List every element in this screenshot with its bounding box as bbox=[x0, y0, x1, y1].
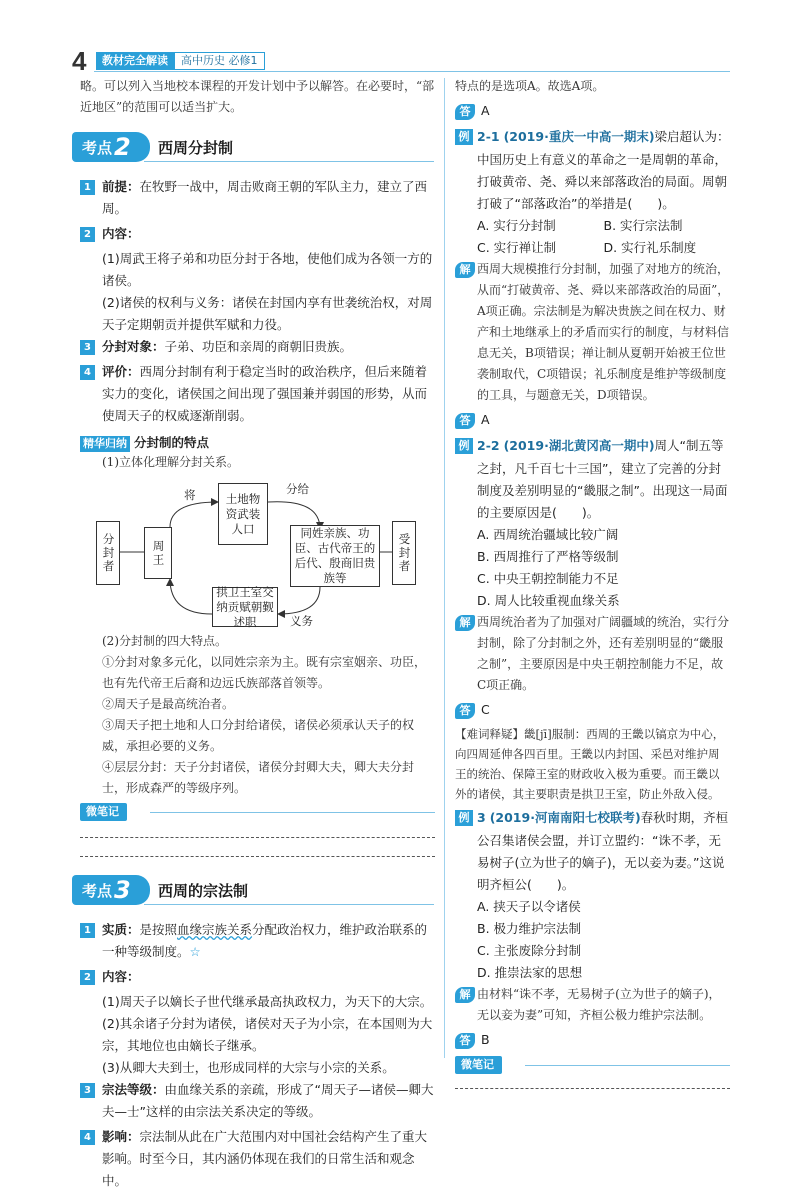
option-b: B. 实行宗法制 bbox=[603, 218, 683, 233]
example-stem-body: 中国历史上有意义的革命之一是周朝的革命，打破黄帝、尧、舜以来部落政治的局面。周朝打破了“部落政治”的举措是( )。 bbox=[477, 152, 728, 211]
mini-note bbox=[455, 1056, 730, 1078]
option-c: C. 中央王朝控制能力不足 bbox=[477, 571, 619, 586]
answer-value: A bbox=[481, 412, 490, 427]
example-number: 2-1 bbox=[477, 129, 500, 144]
content-1: (1)周天子以嫡长子世代继承最高执政权力，为天下的大宗。 bbox=[102, 994, 433, 1009]
example-badge: 例 bbox=[455, 810, 473, 826]
example-source: (2019·湖北黄冈高一期中) bbox=[503, 438, 655, 453]
section-3-rule bbox=[144, 904, 434, 905]
option-c: C. 实行禅让制 bbox=[477, 240, 557, 255]
continued-text: 略。可以列入当地校本课程的开发计划中予以解答。在必要时，“部近地区”的范围可以适当扩大。 bbox=[80, 79, 435, 114]
section-2-item-4 bbox=[80, 361, 435, 427]
example-stem-body: 公召集诸侯会盟，并订立盟约：“诛不孝，无易树子(立为世子的嫡子)，无以妾为妻。”这说明齐桓公( )。 bbox=[477, 833, 725, 892]
answer-row bbox=[455, 408, 730, 432]
section-2-heading bbox=[80, 132, 435, 166]
summary-title: 分封制的特点 bbox=[133, 435, 209, 450]
mini-note bbox=[80, 803, 435, 825]
item-number: 1 bbox=[80, 180, 95, 195]
option-a: A. 实行分封制 bbox=[477, 218, 556, 233]
example-stem: 梁启超认为： bbox=[654, 129, 730, 144]
solution-badge: 解 bbox=[455, 987, 475, 1003]
label-jiang: 将 bbox=[184, 488, 196, 502]
item-text: 由血缘关系的亲疏，形成了“周天子—诸侯—卿大夫—士”这样的由宗法关系决定的等级。 bbox=[102, 1082, 434, 1119]
note-line bbox=[80, 856, 435, 857]
item-label: 前提： bbox=[102, 179, 140, 194]
item-number: 4 bbox=[80, 1130, 95, 1145]
item-number: 1 bbox=[80, 923, 95, 938]
arrow-yiwu bbox=[278, 587, 320, 614]
summary-heading bbox=[80, 433, 435, 452]
mini-note-tag: 微笔记 bbox=[80, 803, 127, 821]
feature-3: ③周天子把土地和人口分封给诸侯，诸侯必须承认天子的权威，承担必要的义务。 bbox=[102, 718, 415, 753]
answer-row bbox=[455, 698, 730, 722]
content-3: (3)从卿大夫到士，也形成同样的大宗与小宗的关系。 bbox=[102, 1060, 395, 1075]
diagram-box-resources: 土地物资武装人口 bbox=[218, 483, 268, 545]
example-2-2 bbox=[455, 434, 730, 458]
section-3-item-3 bbox=[80, 1079, 435, 1123]
section-3-item-1 bbox=[80, 919, 435, 963]
example-3 bbox=[455, 806, 730, 830]
summary-point-2: (2)分封制的四大特点。 bbox=[102, 634, 227, 648]
right-column bbox=[455, 76, 730, 1089]
example-badge: 例 bbox=[455, 129, 473, 145]
section-3-title: 西周的宗法制 bbox=[158, 882, 249, 900]
section-2-item-3 bbox=[80, 336, 435, 358]
note-rule bbox=[150, 812, 435, 813]
diagram-box-king: 周王 bbox=[144, 527, 172, 579]
header-rule bbox=[94, 71, 730, 72]
option-d: D. 推崇法家的思想 bbox=[477, 965, 583, 980]
page-number: 4 bbox=[72, 46, 87, 76]
solution-text: 西周大规模推行分封制，加强了对地方的统治，从而“打破黄帝、尧、舜以来部落政治的局面”，A项正确。宗法制是为解决贵族之间在权力、财产和土地继承上的矛盾而实行的制度，与材料信息无关，B项错误；禅让制从夏朝开始被王位世袭制取代，C项错误；礼乐制度是维护等级制度的工具，与题意无关，D项错误。 bbox=[477, 262, 730, 402]
item-text: 子弟、功臣和亲周的商朝旧贵族。 bbox=[164, 339, 353, 354]
item-text: 分配政治权力，维护政治联系的一种等级制度。 bbox=[102, 922, 428, 959]
example-stem: 春秋时期，齐桓 bbox=[640, 810, 729, 825]
section-3-badge: 考点3 bbox=[72, 875, 150, 905]
option-b: B. 极力维护宗法制 bbox=[477, 921, 582, 936]
page-header bbox=[72, 46, 732, 76]
section-2-item-2 bbox=[80, 223, 435, 245]
solution bbox=[455, 984, 730, 1026]
book-subtitle: 高中历史 必修1 bbox=[174, 52, 265, 70]
content-2: (2)其余诸子分封为诸侯，诸侯对天子为小宗，在本国则为大宗，其地位也由嫡长子继承。 bbox=[102, 1016, 433, 1053]
item-text: 是按照 bbox=[139, 922, 178, 937]
option-b: B. 西周推行了严格等级制 bbox=[477, 549, 619, 564]
note-line bbox=[455, 1088, 730, 1089]
note-rule bbox=[525, 1065, 730, 1066]
item-number: 2 bbox=[80, 970, 95, 985]
option-d: D. 周人比较重视血缘关系 bbox=[477, 593, 620, 608]
item-number: 3 bbox=[80, 340, 95, 355]
item-label: 分封对象： bbox=[102, 339, 165, 354]
enfeoffment-diagram bbox=[90, 477, 430, 627]
item-label: 宗法等级： bbox=[102, 1082, 165, 1097]
diagram-box-enfeoffer: 分封者 bbox=[96, 521, 120, 585]
note-line bbox=[80, 837, 435, 838]
content-2: (2)诸侯的权利与义务：诸侯在封国内享有世袭统治权，对周天子定期朝贡并提供军赋和力役。 bbox=[102, 295, 433, 332]
mini-note-tag: 微笔记 bbox=[455, 1056, 502, 1074]
options-row bbox=[455, 215, 730, 237]
solution-badge: 解 bbox=[455, 262, 475, 278]
summary-point-1: (1)立体化理解分封关系。 bbox=[102, 455, 239, 469]
example-source: (2019·河南南阳七校联考) bbox=[489, 810, 641, 825]
solution bbox=[455, 612, 730, 696]
content-1: (1)周武王将子弟和功臣分封于各地，使他们成为各领一方的诸侯。 bbox=[102, 251, 433, 288]
example-badge: 例 bbox=[455, 438, 473, 454]
arrow-return bbox=[170, 579, 212, 614]
item-label: 内容： bbox=[102, 226, 140, 241]
underlined-keyword: 血缘宗族关系 bbox=[177, 922, 253, 937]
solution-text: 西周统治者为了加强对广阔疆域的统治，实行分封制，除了分封制之外，还有差别明显的“畿服之制”，主要原因是中央王朝控制能力不足，故C项正确。 bbox=[477, 615, 730, 692]
item-label: 实质： bbox=[102, 922, 140, 937]
section-3-item-2 bbox=[80, 966, 435, 988]
item-label: 内容： bbox=[102, 969, 140, 984]
label-yiwu: 义务 bbox=[290, 614, 313, 628]
example-source: (2019·重庆一中高一期末) bbox=[503, 129, 655, 144]
section-3-heading bbox=[80, 875, 435, 909]
example-number: 2-2 bbox=[477, 438, 500, 453]
item-text: 西周分封制有利于稳定当时的政治秩序，但后来随着实力的变化，诸侯国之间出现了强国兼并弱国的形势，从而使周天子的权威逐渐削弱。 bbox=[102, 364, 428, 423]
example-2-1 bbox=[455, 125, 730, 149]
options-row bbox=[455, 237, 730, 259]
star-icon: ☆ bbox=[189, 944, 201, 959]
vocabulary-note: 【难词释疑】畿[jī]服制：西周的王畿以镐京为中心，向四周延伸各四百里。王畿以内封国、采邑对维护周王的统治、保障王室的财政收入极为重要。而王畿以外的诸侯，其主要职责是拱卫王室，防止外敌入侵。 bbox=[455, 727, 725, 801]
section-2-rule bbox=[144, 161, 434, 162]
answer-badge: 答 bbox=[455, 1033, 475, 1049]
answer-row bbox=[455, 1028, 730, 1052]
item-number: 4 bbox=[80, 365, 95, 380]
label-fengei: 分给 bbox=[286, 482, 309, 496]
example-stem-body: 之封，凡千百七十三国”，建立了完善的分封制度及差别明显的“畿服之制”。出现这一局面的主要原因是( )。 bbox=[477, 461, 728, 520]
item-label: 影响： bbox=[102, 1129, 140, 1144]
answer-value: A bbox=[481, 103, 490, 118]
section-2-title: 西周分封制 bbox=[158, 139, 234, 157]
feature-2: ②周天子是最高统治者。 bbox=[102, 697, 235, 711]
section-3-item-4 bbox=[80, 1126, 435, 1192]
solution bbox=[455, 259, 730, 406]
section-2-item-1 bbox=[80, 176, 435, 220]
column-divider bbox=[444, 78, 445, 1058]
option-a: A. 挟天子以令诸侯 bbox=[477, 899, 581, 914]
book-series-tag: 教材完全解读 bbox=[96, 52, 174, 70]
option-a: A. 西周统治疆域比较广阔 bbox=[477, 527, 619, 542]
answer-row bbox=[455, 99, 730, 123]
feature-4: ④层层分封：天子分封诸侯，诸侯分封卿大夫，卿大夫分封士，形成森严的等级序列。 bbox=[102, 760, 415, 795]
summary-tag: 精华归纳 bbox=[80, 436, 130, 452]
item-number: 3 bbox=[80, 1083, 95, 1098]
answer-value: C bbox=[481, 702, 490, 717]
option-c: C. 主张废除分封制 bbox=[477, 943, 582, 958]
item-label: 评价： bbox=[102, 364, 140, 379]
left-column bbox=[80, 76, 435, 1195]
solution-badge: 解 bbox=[455, 615, 475, 631]
item-text: 宗法制从此在广大范围内对中国社会结构产生了重大影响。时至今日，其内涵仍体现在我们的日常生活和观念中。 bbox=[102, 1129, 428, 1188]
diagram-box-duties: 拱卫王室交纳贡赋朝觐述职 bbox=[212, 587, 278, 627]
answer-badge: 答 bbox=[455, 703, 475, 719]
answer-badge: 答 bbox=[455, 104, 475, 120]
continued-answer-text: 特点的是选项A。故选A项。 bbox=[455, 79, 605, 93]
answer-value: B bbox=[481, 1032, 490, 1047]
solution-text: 由材料“诛不孝，无易树子(立为世子的嫡子)，无以妾为妻”可知，齐桓公极力维护宗法制。 bbox=[477, 987, 721, 1022]
diagram-box-vassal: 受封者 bbox=[392, 521, 416, 585]
item-number: 2 bbox=[80, 227, 95, 242]
section-2-badge: 考点2 bbox=[72, 132, 150, 162]
item-text: 在牧野一战中，周击败商王朝的军队主力，建立了西周。 bbox=[102, 179, 428, 216]
example-stem: 周人“制五等 bbox=[654, 438, 724, 453]
answer-badge: 答 bbox=[455, 413, 475, 429]
feature-1: ①分封对象多元化，以同姓宗亲为主。既有宗室姻亲、功臣，也有先代帝王后裔和边远氏族部落首领等。 bbox=[102, 655, 427, 690]
example-number: 3 bbox=[477, 810, 486, 825]
arrow-jiang bbox=[170, 502, 218, 527]
diagram-box-recipients: 同姓亲族、功臣、古代帝王的后代、殷商旧贵族等 bbox=[290, 525, 380, 587]
option-d: D. 实行礼乐制度 bbox=[603, 240, 697, 255]
